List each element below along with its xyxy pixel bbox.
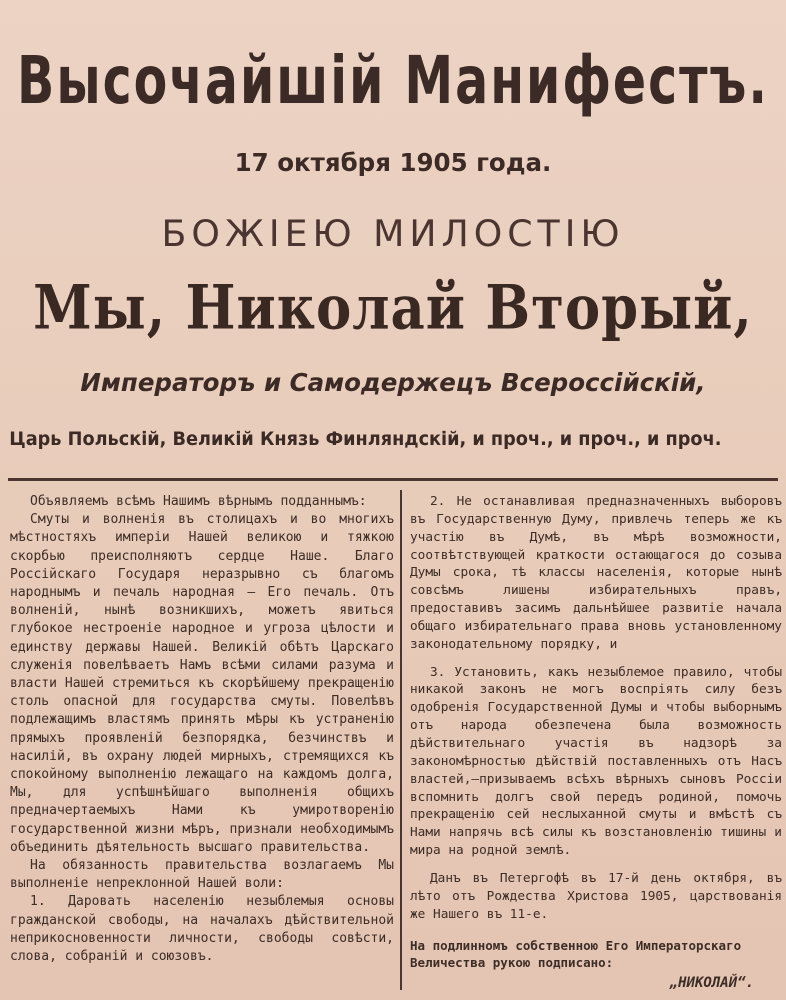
clause-3: 3. Установить, какъ незыблемое правило, чтобы никакой законъ не могъ воспріять силу безъ одобренія Государственной Думы и чтобы выборнымъ отъ народа обезпечена была возможность дѣйствительнаго участія въ надзорѣ за закономѣрностью дѣйствій поставленныхъ отъ Насъ властей,—призываемъ всѣхъ вѣрныхъ сыновъ Россіи вспомнить долгъ свой передъ родиной, помочь прекращенію сей неслыханной смуты и вмѣстѣ съ Нами напрячь всѣ силы къ возстановленію тишины и мира на родной землѣ. — [410, 664, 782, 859]
address-paragraph: Объявляемъ всѣмъ Нашимъ вѣрнымъ подданнымъ: — [30, 494, 367, 509]
king-title: Царь Польскій, Великій Князь Финляндскій, и проч., и проч., и проч. — [9, 428, 722, 450]
right-column — [410, 493, 782, 993]
column-divider — [400, 490, 402, 990]
signature: „НИКОЛАЙ“. — [669, 975, 754, 992]
clause-2: 2. Не останавливая предназначенныхъ выборовъ въ Государственную Думу, привлечь теперь же къ участію въ Думѣ, въ мѣрѣ возможности, соотвѣтствующей краткости остающагося до созыва Думы срока, тѣ классы населенія, которые нынѣ совсѣмъ лишены избирательныхъ правъ, предоставивъ засимъ дальнѣйшее развитіе начала общаго избирательнаго права вновь установленному законодательному порядку, и — [410, 494, 782, 652]
manifesto-date: 17 октября 1905 года. — [234, 148, 552, 177]
grace-line: БОЖІЕЮ МИЛОСТІЮ — [161, 212, 625, 255]
manifesto-title: Высочайшій Манифестъ. — [17, 42, 769, 119]
emperor-title: Императоръ и Самодержецъ Всероссійскій, — [80, 368, 706, 397]
clause-1: 1. Даровать населенію незыблемыя основы гражданской свободы, на началахъ дѣйствительной неприкосновенности личности, свободы совѣсти, слова, собраній и союзовъ. — [10, 894, 394, 965]
body-paragraph: На обязанность правительства возлагаемъ Мы выполненіе непреклонной Нашей воли: — [10, 858, 394, 892]
dating-paragraph: Данъ въ Петергофѣ въ 17-й день октября, въ лѣто отъ Рождества Христова 1905, царствованія же Нашего въ 11-е. — [410, 870, 782, 922]
ruler-name: Мы, Николай Вторый, — [33, 272, 753, 344]
header-divider — [8, 478, 778, 481]
signature-note: На подлинномъ собственною Его Императорскаго Величества рукою подписано: — [410, 938, 742, 971]
body-paragraph: Смуты и волненія въ столицахъ и во многихъ мѣстностяхъ имперіи Нашей великою и тяжкою скорбью преисполняютъ сердце Наше. Благо Россійскаго Государя неразрывно съ благомъ народнымъ и печаль народная — Его печаль. Отъ волненій, нынѣ возникшихъ, можетъ явиться глубокое нестроеніе народное и угроза цѣлости и единству державы Нашей. Великій обѣтъ Царскаго служенія повелѣваетъ Намъ всѣми силами разума и власти Нашей стремиться къ скорѣйшему прекращенію столь опасной для государства смуты. Повелѣвъ подлежащимъ властямъ принять мѣры къ устраненію прямыхъ проявленій безпорядка, безчинствъ и насилій, въ охрану людей мирныхъ, стремящихся къ спокойному выполненію лежащаго на каждомъ долга, Мы, для успѣшнѣйшаго выполненія общихъ предначертаемыхъ Нами къ умиротворенію государственной жизни мѣръ, признали необходимымъ объединить дѣятельность высшаго правительства. — [10, 512, 394, 855]
left-column — [10, 493, 394, 966]
